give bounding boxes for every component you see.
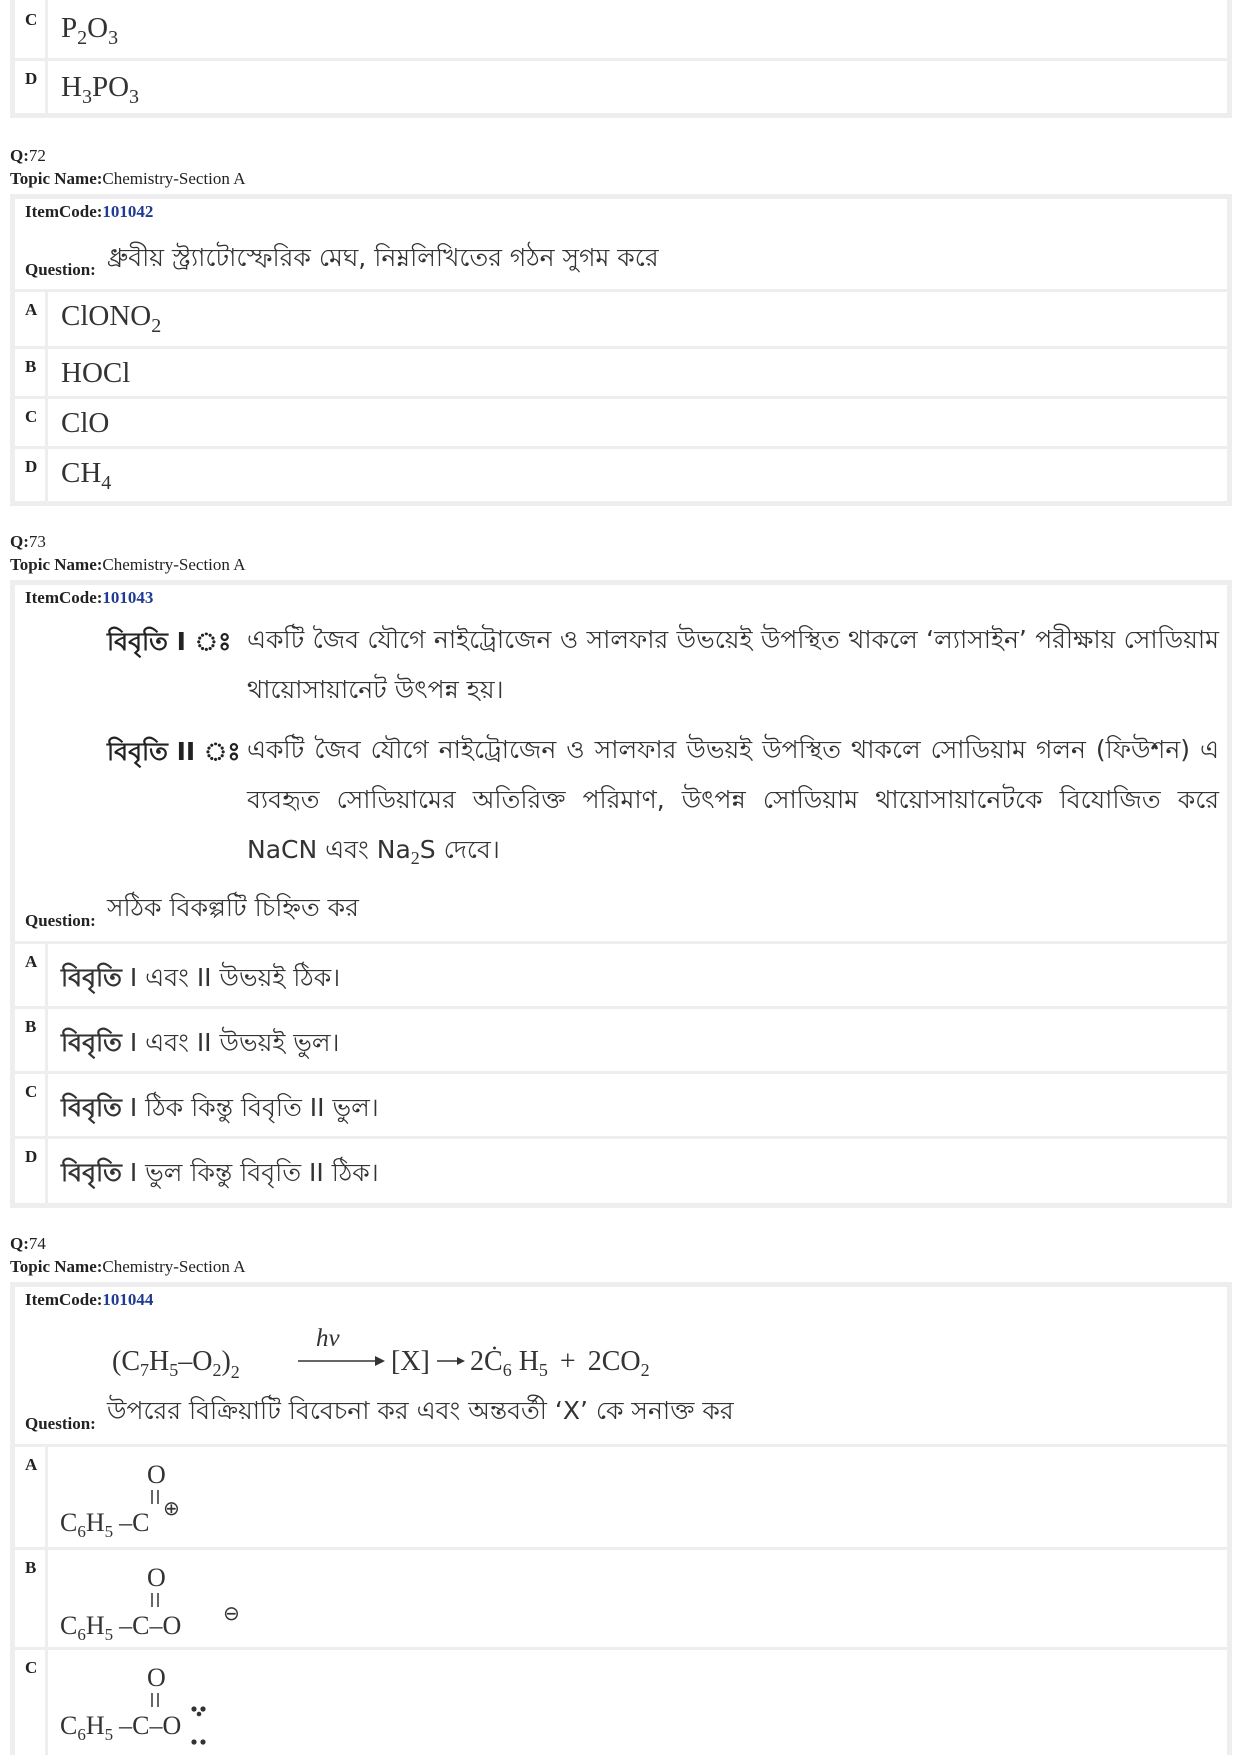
- item-code: ItemCode:101043: [25, 588, 154, 607]
- option-row-b[interactable]: [15, 346, 1227, 396]
- option-letter: C: [25, 10, 38, 29]
- option-row-a[interactable]: [15, 289, 1227, 346]
- structure-benzoyl-cation: [55, 1451, 315, 1543]
- option-text: বিবৃতি I এবং II উভয়ই ভুল।: [61, 1028, 340, 1057]
- option-row-c[interactable]: [15, 1071, 1227, 1136]
- option-letter: A: [25, 952, 38, 971]
- svg-text:C6H5–C: $C_6H_5$ –C: [60, 1508, 150, 1541]
- option-letter: D: [25, 69, 38, 88]
- question-block-73: [10, 580, 1232, 1208]
- question-label: Question:: [25, 911, 96, 930]
- option-letter: C: [25, 1082, 38, 1101]
- option-text: বিবৃতি I ঠিক কিন্তু বিবৃতি II ভুল।: [61, 1093, 379, 1122]
- svg-text:2Ċ6 H5+2CO2: $2Ċ_6$ $H_5 + 2CO_2$: [470, 1346, 650, 1380]
- statement-2-text: একটি জৈব যৌগে নাইট্রোজেন ও সালফার উভয়ই উপস্থিত থাকলে সোডিয়াম গলন (ফিউশন) এ ব্যবহৃত সোডিয়ামের অতিরিক্ত পরিমাণ, উৎপন্ন সোডিয়াম থায়োসায়ানেটকে বিযোজিত করে NaCN এবং $Na_2S$ দেবে।: [247, 735, 1219, 868]
- option-letter: A: [25, 1455, 38, 1474]
- charge-plus-icon: ⊕: [163, 1496, 180, 1520]
- question-label: Question:: [25, 260, 96, 279]
- option-text: বিবৃতি I এবং II উভয়ই ঠিক।: [61, 963, 341, 992]
- option-row-b[interactable]: [15, 1006, 1227, 1071]
- question-block-74: [10, 1282, 1232, 1755]
- charge-minus-icon: ⊖: [223, 1601, 240, 1625]
- option-text: বিবৃতি I ভুল কিন্তু বিবৃতি II ঠিক।: [61, 1158, 379, 1187]
- structure-benzoate-anion: [55, 1554, 315, 1646]
- option-letter: D: [25, 457, 38, 476]
- option-formula: ClONO$_2$: [61, 300, 162, 337]
- option-row-c[interactable]: [15, 1647, 1227, 1755]
- statement-2-label: বিবৃতি II ঃ: [107, 737, 241, 766]
- svg-text:O: O: [147, 1663, 166, 1692]
- option-letter: C: [25, 407, 38, 426]
- option-formula: $CH_4$: [61, 457, 112, 494]
- question-block-72: [10, 194, 1232, 506]
- question-stem-row: [15, 1287, 1227, 1444]
- option-row-a[interactable]: [15, 1444, 1227, 1547]
- option-row-d[interactable]: [15, 1136, 1227, 1203]
- statement-1-label: বিবৃতি I ঃ: [107, 627, 232, 656]
- svg-text:(C7H5–O2)2: $(C_7H_5-O_2)_2$: [112, 1346, 240, 1382]
- option-letter: B: [25, 1017, 37, 1036]
- item-code: ItemCode:101042: [25, 202, 154, 221]
- question-stem-row: [15, 585, 1227, 941]
- prev-options-block: [10, 0, 1232, 118]
- item-code: ItemCode:101044: [25, 1290, 154, 1309]
- lone-pair-dots-icon: [191, 1706, 205, 1744]
- option-letter: C: [25, 1658, 38, 1677]
- option-row-d[interactable]: [15, 446, 1227, 501]
- option-letter: A: [25, 300, 38, 319]
- structure-benzoyloxy-radical: [55, 1654, 315, 1746]
- question-label: Question:: [25, 1414, 96, 1433]
- question-stem-row: [15, 199, 1227, 289]
- statement-1-text: একটি জৈব যৌগে নাইট্রোজেন ও সালফার উভয়েই উপস্থিত থাকলে ‘ল্যাসাইন’ পরীক্ষায় সোডিয়াম থায়োসায়ানেট উৎপন্ন হয়।: [247, 625, 1219, 704]
- option-row-d[interactable]: [15, 58, 1227, 113]
- option-letter: D: [25, 1147, 38, 1166]
- question-header-72: Q:72 Topic Name:Chemistry-Section A: [10, 146, 246, 188]
- option-formula: HOCl: [61, 357, 131, 389]
- svg-text:C6H5–C–O: $C_6H_5$ –C–O: [60, 1611, 182, 1644]
- option-letter: B: [25, 1558, 37, 1577]
- option-formula: $H_3PO_3$: [61, 71, 140, 108]
- option-row-b[interactable]: [15, 1547, 1227, 1647]
- option-letter: B: [25, 357, 37, 376]
- option-row-c[interactable]: [15, 0, 1227, 58]
- question-text: উপরের বিক্রিয়াটি বিবেচনা কর এবং অন্তবর্তী ‘X’ কে সনাক্ত কর: [107, 1396, 734, 1425]
- option-formula: $P_2O_3$: [61, 12, 119, 49]
- reaction-equation: [110, 1325, 730, 1385]
- svg-text:[X]: [X]: [391, 1346, 430, 1377]
- option-formula: ClO: [61, 407, 110, 439]
- reaction-condition: hν: [316, 1325, 340, 1352]
- svg-text:C6H5–C–O: $C_6H_5$ –C–O: [60, 1711, 182, 1744]
- svg-text:O: O: [147, 1563, 166, 1592]
- question-text: সঠিক বিকল্পটি চিহ্নিত কর: [107, 893, 359, 922]
- svg-text:O: O: [147, 1460, 166, 1489]
- option-row-a[interactable]: [15, 941, 1227, 1006]
- question-text: ধ্রুবীয় স্ট্র্যাটোস্ফেরিক মেঘ, নিম্নলিখিতের গঠন সুগম করে: [107, 243, 659, 272]
- option-row-c[interactable]: [15, 396, 1227, 446]
- question-header-73: Q:73 Topic Name:Chemistry-Section A: [10, 532, 246, 574]
- question-header-74: Q:74 Topic Name:Chemistry-Section A: [10, 1234, 246, 1276]
